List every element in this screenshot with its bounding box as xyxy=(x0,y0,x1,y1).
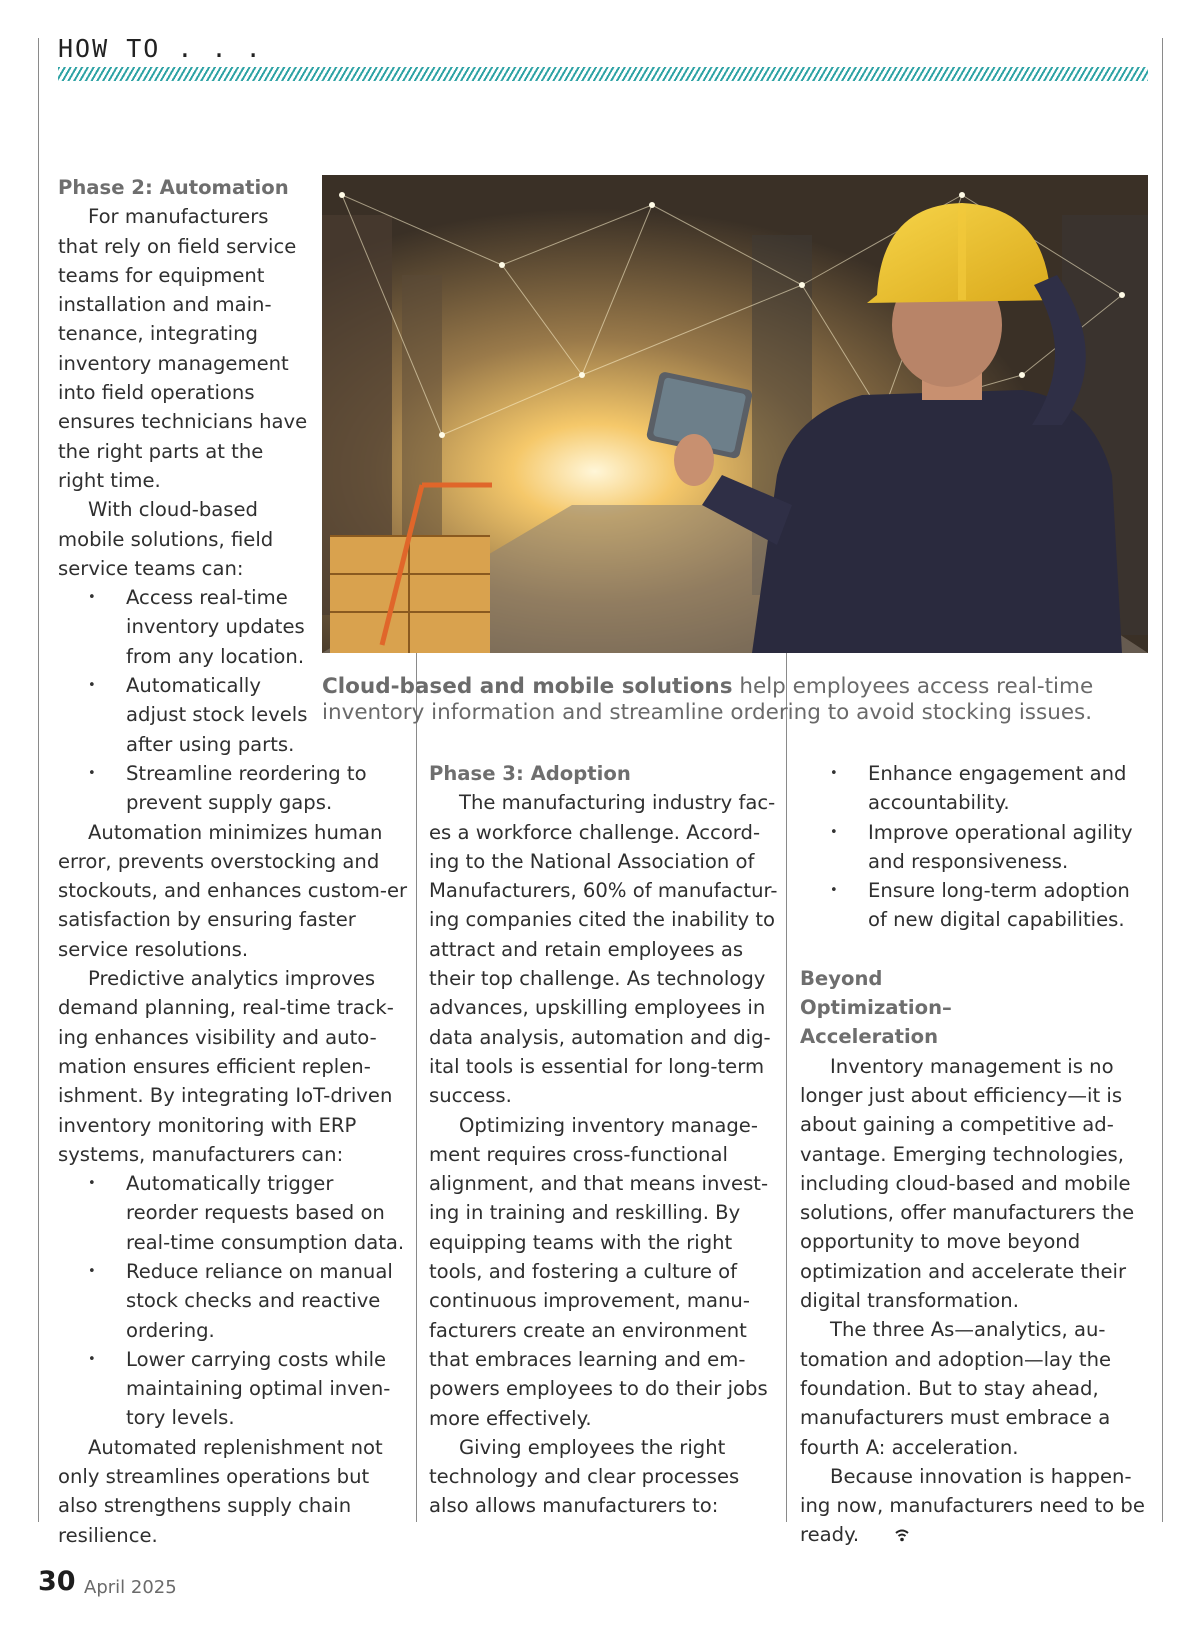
paragraph: Inventory management is no longer just about efficiency—it is about gaining a competitive ad-vantage. Emerging technologies, including cloud-based and mobile solutions, offer manufacturers the opportunity to move beyond optimization and accelerate their digital transformation. xyxy=(800,1054,1135,1313)
warehouse-worker-illustration xyxy=(322,175,1148,653)
article-photo xyxy=(322,175,1148,653)
list-item: • Reduce reliance on manual stock checks and reactive ordering. xyxy=(58,1257,408,1345)
closing-text: Because innovation is happen-ing now, manufacturers need to be ready. xyxy=(800,1464,1145,1547)
page-number: 30 xyxy=(38,1566,76,1597)
paragraph: Optimizing inventory manage-ment requires cross-functional alignment, and that means invest-ing in training and reskilling. By equipping teams with the right tools, and fostering a culture of continuous improvement, manu-facturers create an environment that embraces learning and em-powers employees to do their jobs more effectively. xyxy=(429,1113,769,1430)
list-item: • Automatically adjust stock levels after using parts. xyxy=(58,671,308,759)
paragraph: For manufacturers that rely on field service teams for equipment installation and main-tenance, integrating inventory management into field operations ensures technicians have the right parts at the right time. xyxy=(58,205,308,492)
article-column-1 xyxy=(58,173,408,1550)
left-margin-rule xyxy=(38,38,39,1522)
paragraph: Giving employees the right technology and clear processes also allows manufacturers to: xyxy=(429,1435,740,1518)
list-item: • Lower carrying costs while maintaining optimal inven-tory levels. xyxy=(58,1345,408,1433)
end-of-article-icon xyxy=(865,1521,909,1550)
list-item: • Ensure long-term adoption of new digital capabilities. xyxy=(800,876,1150,935)
list-item: • Enhance engagement and accountability. xyxy=(800,759,1150,818)
paragraph: The manufacturing industry fac-es a workforce challenge. Accord-ing to the National Association of Manufacturers, 60% of manufactur-ing companies cited the inability to attract and retain employees as their top challenge. As technology advances, upskilling employees in data analysis, automation and dig-ital tools is essential for long-term success. xyxy=(429,791,778,1108)
paragraph: Automated replenishment not only streamlines operations but also strengthens supply chain resilience. xyxy=(58,1435,383,1547)
caption-lead: Cloud-based and mobile solutions xyxy=(322,674,733,699)
caption-text: help employees access real-time inventory information and streamline ordering to avoid stocking issues. xyxy=(322,674,1094,725)
section-header: HOW TO . . . xyxy=(58,34,263,63)
paragraph: Predictive analytics improves demand planning, real-time track-ing enhances visibility and auto-mation ensures efficient replen-ishment. By integrating IoT-driven inventory monitoring with ERP systems, manufacturers can: xyxy=(58,967,394,1166)
teal-hatch-rule xyxy=(58,67,1148,81)
paragraph: The three As—analytics, au-tomation and adoption—lay the foundation. But to stay ahead, manufacturers must embrace a fourth A: acceleration. xyxy=(800,1318,1112,1459)
photo-caption xyxy=(322,674,1148,726)
list-item: • Automatically trigger reorder requests based on real-time consumption data. xyxy=(58,1169,408,1257)
phase-3-heading: Phase 3: Adoption xyxy=(429,762,631,785)
paragraph xyxy=(800,1462,1150,1551)
bullet-list xyxy=(58,1169,408,1433)
column-divider-2 xyxy=(786,650,787,1522)
phase-2-heading: Phase 2: Automation xyxy=(58,176,289,199)
column-divider-1 xyxy=(416,650,417,1522)
article-column-2 xyxy=(429,759,781,1521)
bullet-list xyxy=(800,759,1150,935)
right-margin-rule xyxy=(1162,38,1163,1522)
acceleration-heading: Beyond Optimization– Acceleration xyxy=(800,966,952,1049)
paragraph: With cloud-based mobile solutions, field service teams can: xyxy=(58,498,274,580)
paragraph: Automation minimizes human error, prevents overstocking and stockouts, and enhances custom-er satisfaction by ensuring faster service resolutions. xyxy=(58,820,408,961)
list-item: • Improve operational agility and responsiveness. xyxy=(800,818,1150,877)
bullet-list xyxy=(58,759,408,818)
issue-date: April 2025 xyxy=(84,1577,177,1598)
list-item: • Streamline reordering to prevent supply gaps. xyxy=(58,759,408,818)
list-item: • Access real-time inventory updates from any location. xyxy=(58,583,308,671)
column-1-top xyxy=(58,173,308,759)
bullet-list xyxy=(58,583,308,759)
article-column-3 xyxy=(800,759,1150,1551)
